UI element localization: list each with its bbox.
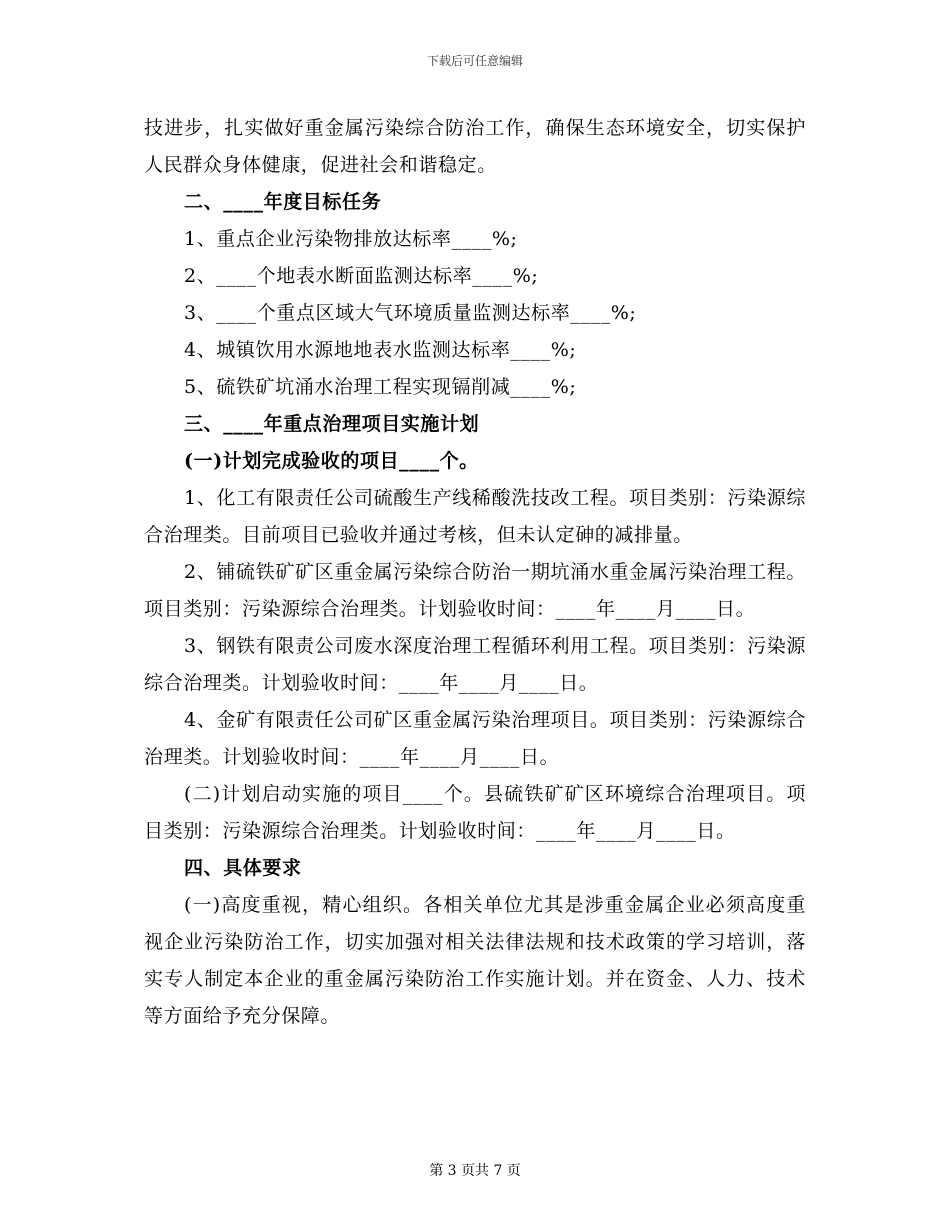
paragraph: 1、化工有限责任公司硫酸生产线稀酸洗技改工程。项目类别：污染源综合治理类。目前项目已验收并通过考核，但未认定砷的减排量。 [144,487,806,546]
list-item: 4、城镇饮用水源地地表水监测达标率____%; [184,339,577,361]
list-item: 1、重点企业污染物排放达标率____%; [184,228,518,250]
document-body [144,110,806,1035]
paragraph: (二)计划启动实施的项目____个。县硫铁矿矿区环境综合治理项目。项目类别：污染源综合治理类。计划验收时间：____年____月____日。 [144,783,806,842]
list-item: 5、硫铁矿坑涌水治理工程实现镉削减____%; [184,376,577,398]
subsection-heading: (一)计划完成验收的项目____个。 [184,450,479,472]
section-heading: 四、具体要求 [184,857,302,879]
page-footer: 第 3 页共 7 页 [429,1163,521,1179]
list-item: 2、____个地表水断面监测达标率____%; [184,265,539,287]
section-heading: 三、____年重点治理项目实施计划 [184,413,480,435]
paragraph: (一)高度重视，精心组织。各相关单位尤其是涉重金属企业必须高度重视企业污染防治工作，切实加强对相关法律法规和技术政策的学习培训，落实专人制定本企业的重金属污染防治工作实施计划。并在资金、人力、技术等方面给予充分保障。 [144,894,806,1027]
section-heading: 二、____年度目标任务 [184,191,382,213]
page-header: 下载后可任意编辑 [426,54,523,68]
paragraph: 4、金矿有限责任公司矿区重金属污染治理项目。项目类别：污染源综合治理类。计划验收时间：____年____月____日。 [144,709,806,768]
paragraph: 技进步，扎实做好重金属污染综合防治工作，确保生态环境安全，切实保护人民群众身体健康，促进社会和谐稳定。 [144,117,806,176]
paragraph: 3、钢铁有限责公司废水深度治理工程循环利用工程。项目类别：污染源综合治理类。计划验收时间：____年____月____日。 [144,635,806,694]
paragraph: 2、铺硫铁矿矿区重金属污染综合防治一期坑涌水重金属污染治理工程。项目类别：污染源综合治理类。计划验收时间：____年____月____日。 [144,561,806,620]
list-item: 3、____个重点区域大气环境质量监测达标率____%; [184,302,637,324]
